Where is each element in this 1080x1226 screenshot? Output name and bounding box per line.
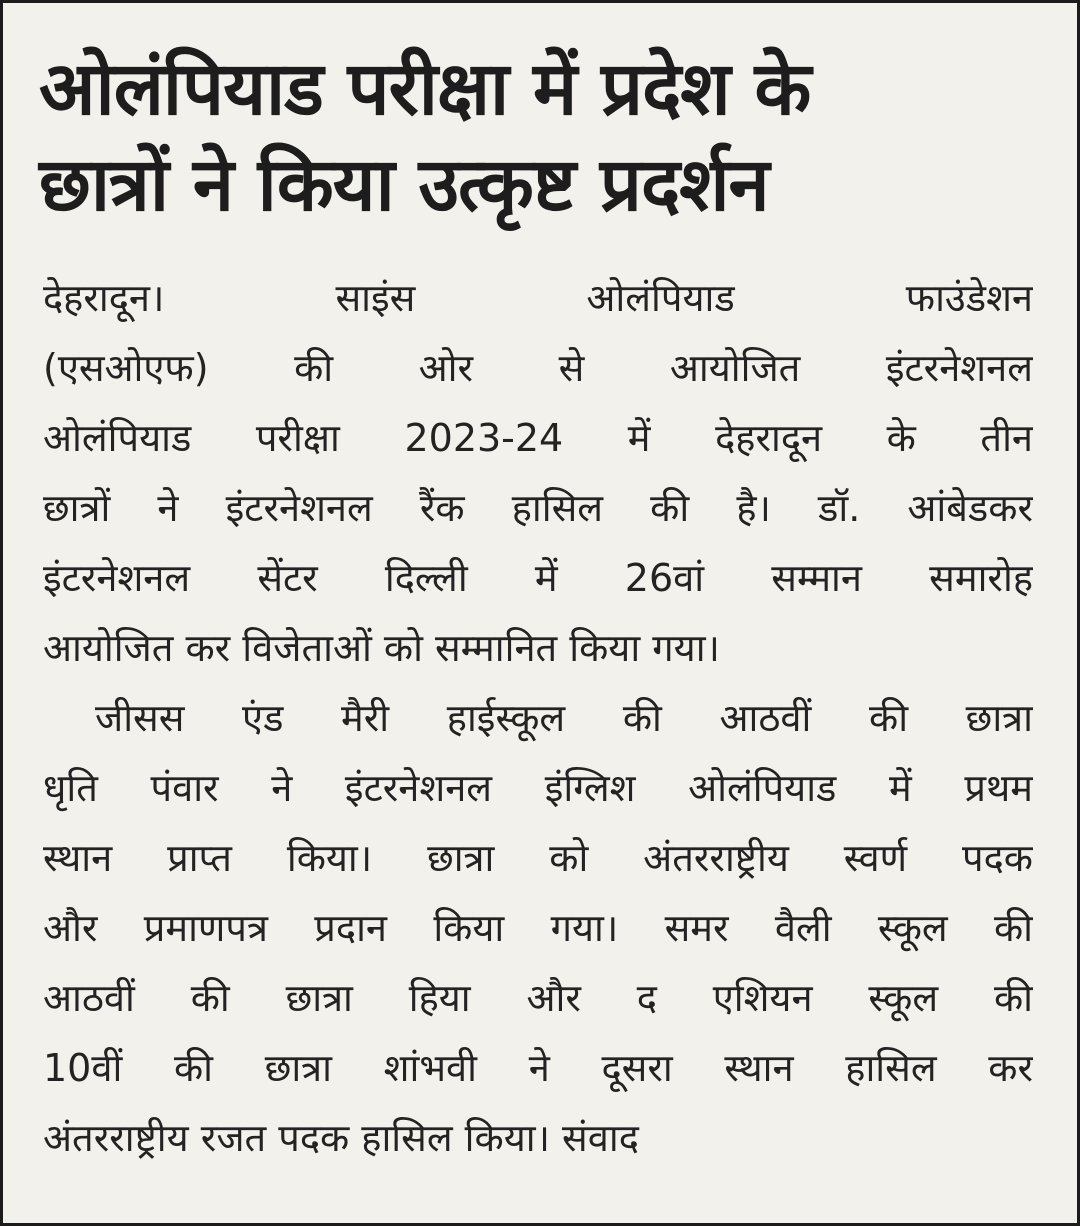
paragraph-1-line: छात्रों ने इंटरनेशनल रैंक हासिल की है। डॉ. आंबेडकर (43, 486, 1033, 530)
headline-line-1: ओलंपियाड परीक्षा में प्रदेश के (39, 46, 811, 132)
paragraph-2-line: 10वीं की छात्रा शांभवी ने दूसरा स्थान हासिल कर (43, 1046, 1033, 1090)
paragraph-2-line: और प्रमाणपत्र प्रदान किया गया। समर वैली स्कूल की (43, 906, 1033, 950)
headline (39, 41, 1049, 233)
paragraph-2-line: धृति पंवार ने इंटरनेशनल इंग्लिश ओलंपियाड में प्रथम (43, 766, 1033, 810)
paragraph-1-line: (एसओएफ) की ओर से आयोजित इंटरनेशनल (43, 346, 1033, 390)
paragraph-1-line: ओलंपियाड परीक्षा 2023-24 में देहरादून के तीन (43, 416, 1033, 460)
paragraph-2-line: स्थान प्राप्त किया। छात्रा को अंतरराष्ट्रीय स्वर्ण पदक (43, 836, 1033, 880)
paragraph-2-line: आठवीं की छात्रा हिया और द एशियन स्कूल की (43, 976, 1033, 1020)
paragraph-1-line: आयोजित कर विजेताओं को सम्मानित किया गया। (43, 626, 720, 670)
paragraph-2 (43, 683, 1033, 1173)
paragraph-2-line: जीसस एंड मैरी हाईस्कूल की आठवीं की छात्रा (95, 696, 1033, 740)
headline-line-2: छात्रों ने किया उत्कृष्ट प्रदर्शन (39, 142, 769, 228)
article-body (43, 263, 1033, 1173)
paragraph-2-line: अंतरराष्ट्रीय रजत पदक हासिल किया। संवाद (43, 1116, 639, 1160)
paragraph-1-line: देहरादून। साइंस ओलंपियाड फाउंडेशन (43, 276, 1033, 320)
paragraph-1-line: इंटरनेशनल सेंटर दिल्ली में 26वां सम्मान समारोह (43, 556, 1033, 600)
paragraph-1 (43, 263, 1033, 683)
